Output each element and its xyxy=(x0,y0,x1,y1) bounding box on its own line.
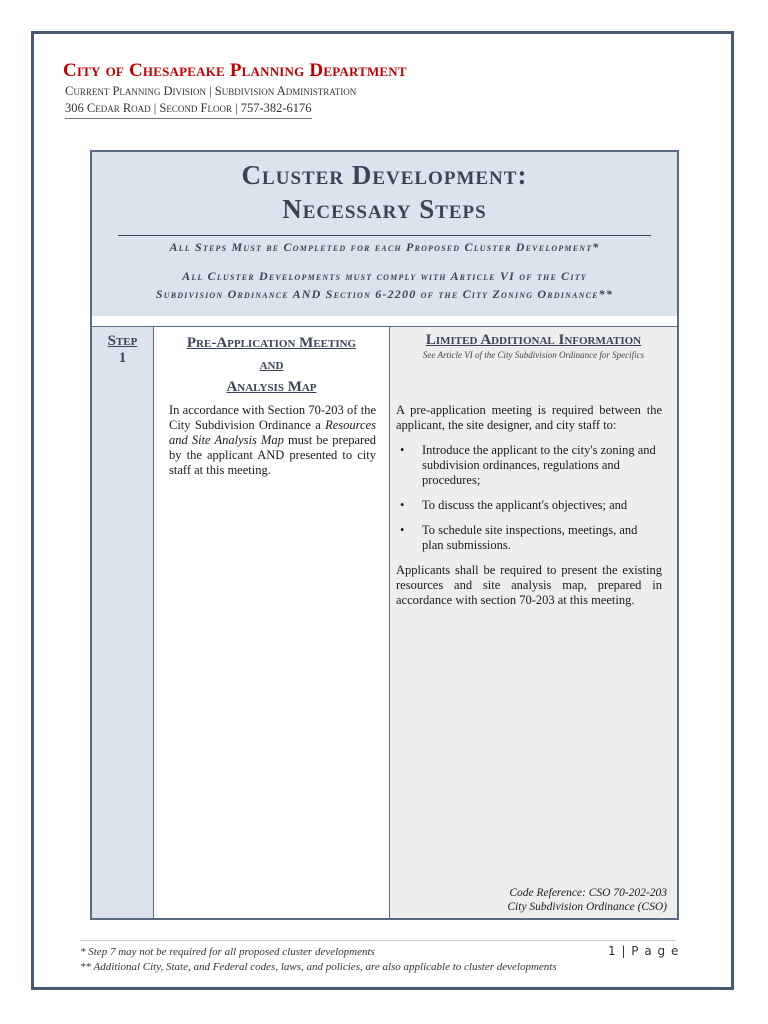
page-number: 1 | P a g e xyxy=(608,944,680,958)
additional-info-subheading: See Article VI of the City Subdivision Ordinance for Specifics xyxy=(422,350,645,360)
list-item xyxy=(396,498,662,513)
description-emphasis: Resources and Site Analysis Map xyxy=(169,418,376,447)
department-address: 306 Cedar Road | Second Floor | 757-382-6176 xyxy=(65,101,312,119)
info-intro: A pre-application meeting is required between the applicant, the site designer, and city staff to: xyxy=(396,403,662,432)
title-divider xyxy=(118,235,651,236)
step-label: Step xyxy=(107,333,138,349)
steps-panel xyxy=(90,150,679,920)
step-heading xyxy=(154,332,389,398)
list-item-text: To discuss the applicant's objectives; and xyxy=(422,498,628,512)
info-bullet-list xyxy=(396,443,662,553)
list-item-text: Introduce the applicant to the city's zoning and subdivision ordinances, regulations and procedures; xyxy=(422,443,656,487)
footnote-2: ** Additional City, State, and Federal codes, laws, and policies, are also applicable to cluster developments xyxy=(80,961,557,973)
step-number: 1 xyxy=(118,350,127,366)
additional-info-body xyxy=(396,403,662,618)
list-item xyxy=(396,443,662,488)
compliance-line-2: Subdivision Ordinance AND Section 6-2200 of the City Zoning Ordinance** xyxy=(155,287,614,301)
step-heading-line-2: and xyxy=(259,357,284,373)
footnote-1: * Step 7 may not be required for all proposed cluster developments xyxy=(80,946,375,958)
department-division: Current Planning Division | Subdivision Administration xyxy=(65,84,357,98)
step-column xyxy=(92,327,154,918)
additional-info-heading: Limited Additional Information xyxy=(425,332,642,348)
department-title: City of Chesapeake Planning Department xyxy=(63,60,407,81)
additional-info-column xyxy=(390,327,677,918)
description-text-2: must be prepared by the applicant AND presented to city staff at this meeting. xyxy=(169,433,376,477)
bullet-icon: • xyxy=(400,523,405,537)
step-table xyxy=(92,316,677,918)
code-reference-line-2: City Subdivision Ordinance (CSO) xyxy=(507,901,667,913)
list-item xyxy=(396,523,662,553)
step-description xyxy=(169,403,376,478)
code-reference xyxy=(507,886,667,914)
panel-header xyxy=(92,152,677,317)
footer-divider xyxy=(80,940,676,941)
compliance-note xyxy=(92,267,677,303)
compliance-line-1: All Cluster Developments must comply with Article VI of the City xyxy=(182,269,587,283)
bullet-icon: • xyxy=(400,443,405,457)
list-item-text: To schedule site inspections, meetings, and plan submissions. xyxy=(422,523,638,552)
step-heading-line-3: Analysis Map xyxy=(226,379,317,395)
description-text-1: In accordance with Section 70-203 of the City Subdivision Ordinance a xyxy=(169,403,376,432)
steps-requirement: All Steps Must be Completed for each Proposed Cluster Development* xyxy=(169,240,600,254)
step-heading-line-1: Pre-Application Meeting xyxy=(186,335,357,351)
info-closing: Applicants shall be required to present the existing resources and site analysis map, prepared in accordance with section 70-203 at this meeting. xyxy=(396,563,662,607)
bullet-icon: • xyxy=(400,498,405,512)
table-top-strip xyxy=(92,316,677,327)
step-description-column xyxy=(154,327,390,918)
title-line-1: Cluster Development: xyxy=(241,160,528,190)
title-line-2: Necessary Steps xyxy=(282,194,487,224)
code-reference-line-1: Code Reference: CSO 70-202-203 xyxy=(509,887,667,899)
page-title xyxy=(92,158,677,226)
